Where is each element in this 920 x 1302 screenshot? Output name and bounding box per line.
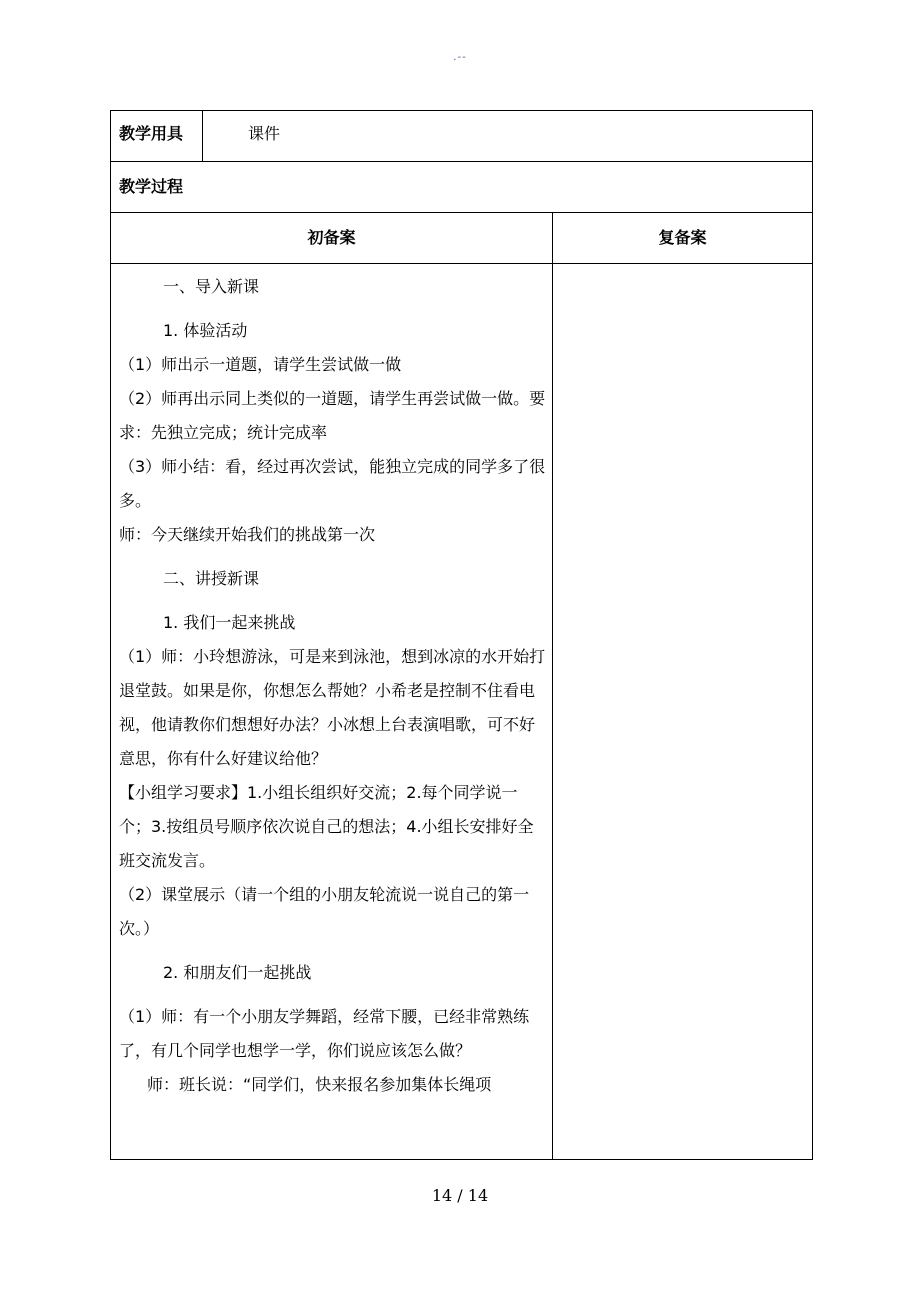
revised-plan-header: 复备案 [553,213,813,264]
paragraph: （1）师：有一个小朋友学舞蹈，经常下腰，已经非常熟练了，有几个同学也想学一学，你们说应该怎么做？ [119,1007,530,1060]
paragraph: 【小组学习要求】1.小组长组织好交流；2.每个同学说一个；3.按组员号顺序依次说自己的想法；4.小组长安排好全班交流发言。 [119,783,534,870]
paragraph: （2）课堂展示（请一个组的小朋友轮流说一说自己的第一次。） [119,885,530,938]
paragraph: （3）师小结：看，经过再次尝试，能独立完成的同学多了很多。 [119,457,546,510]
plan-header-row [111,213,813,264]
tools-value: 课件 [203,111,813,162]
paragraph: （1）师：小玲想游泳，可是来到泳池，想到冰凉的水开始打退堂鼓。如果是你，你想怎么帮她？小希老是控制不住看电视，他请教你们想想好办法？小冰想上台表演唱歌，可不好意思，你有什么好建议给他？ [119,647,546,768]
process-label: 教学过程 [111,162,813,213]
subsection-title: 2. 和朋友们一起挑战 [163,963,312,982]
lesson-plan-table [110,110,813,1160]
subsection-title: 1. 体验活动 [163,321,248,340]
tools-row [111,111,813,162]
paragraph: （2）师再出示同上类似的一道题，请学生再尝试做一做。要求：先独立完成；统计完成率 [119,389,546,442]
subsection-title: 1. 我们一起来挑战 [163,613,296,632]
section-title: 二、讲授新课 [163,569,260,588]
initial-plan-content [111,264,553,1160]
process-row [111,162,813,213]
paragraph: 师：今天继续开始我们的挑战第一次 [119,525,376,544]
paragraph: （1）师出示一道题，请学生尝试做一做 [119,355,402,374]
page-number: 14 / 14 [431,1186,489,1205]
revised-plan-content [553,264,813,1160]
plan-content-row [111,264,813,1160]
section-title: 一、导入新课 [163,277,260,296]
tools-label: 教学用具 [111,111,203,162]
header-mark: .-- [453,52,467,63]
initial-plan-header: 初备案 [111,213,553,264]
paragraph: 师：班长说：“同学们，快来报名参加集体长绳项 [147,1075,492,1094]
